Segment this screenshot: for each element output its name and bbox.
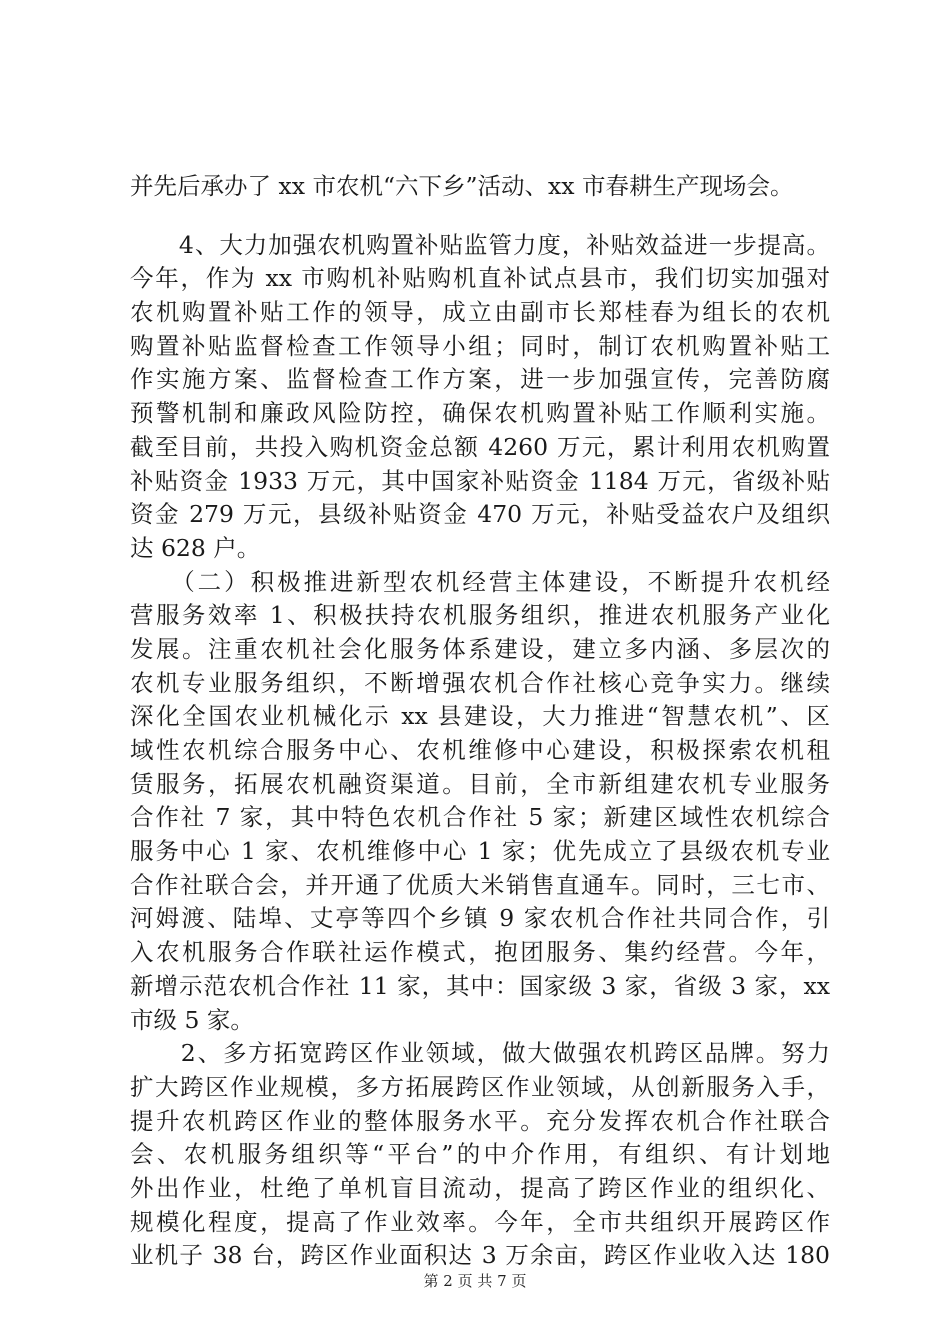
text-line: 4、大力加强农机购置补贴监管力度，补贴效益进一步提高。 (130, 230, 830, 259)
text-line: 深化全国农业机械化示 xx 县建设，大力推进“智慧农机”、区 (130, 702, 830, 731)
text-line: 提升农机跨区作业的整体服务水平。充分发挥农机合作社联合 (130, 1106, 830, 1135)
text-line: 今年，作为 xx 市购机补贴购机直补试点县市，我们切实加强对 (130, 264, 830, 293)
text-line: 业机子 38 台，跨区作业面积达 3 万余亩，跨区作业收入达 180 (130, 1241, 830, 1270)
page-number-footer: 第 2 页 共 7 页 (423, 1272, 527, 1290)
text-line: 入农机服务合作联社运作模式，抱团服务、集约经营。今年， (130, 938, 830, 967)
text-line: 新增示范农机合作社 11 家，其中：国家级 3 家，省级 3 家，xx (130, 971, 830, 1000)
text-line: 补贴资金 1933 万元，其中国家补贴资金 1184 万元，省级补贴 (130, 466, 830, 495)
text-line: 截至目前，共投入购机资金总额 4260 万元，累计利用农机购置 (130, 432, 830, 461)
text-line: 会、农机服务组织等“平台”的中介作用，有组织、有计划地 (130, 1140, 830, 1169)
text-line: 扩大跨区作业规模，多方拓展跨区作业领域，从创新服务入手， (130, 1072, 830, 1101)
text-line: 预警机制和廉政风险防控，确保农机购置补贴工作顺利实施。 (130, 399, 830, 428)
text-line: 合作社 7 家，其中特色农机合作社 5 家；新建区域性农机综合 (130, 803, 830, 832)
text-line: 规模化程度，提高了作业效率。今年，全市共组织开展跨区作 (130, 1207, 830, 1236)
text-line: 发展。注重农机社会化服务体系建设，建立多内涵、多层次的 (130, 634, 830, 663)
text-line: 资金 279 万元，县级补贴资金 470 万元，补贴受益农户及组织 (130, 500, 830, 529)
paragraph-gap (130, 204, 830, 229)
text-line: 2、多方拓宽跨区作业领域，做大做强农机跨区品牌。努力 (130, 1039, 830, 1068)
text-line: 购置补贴监督检查工作领导小组；同时，制订农机购置补贴工 (130, 331, 830, 360)
text-line: 市级 5 家。 (130, 1005, 254, 1034)
text-line: （二）积极推进新型农机经营主体建设，不断提升农机经 (130, 567, 830, 596)
document-body (130, 170, 830, 1273)
text-line: 并先后承办了 xx 市农机“六下乡”活动、xx 市春耕生产现场会。 (130, 172, 794, 200)
text-line: 合作社联合会，并开通了优质大米销售直通车。同时，三七市、 (130, 870, 830, 899)
text-line: 域性农机综合服务中心、农机维修中心建设，积极探索农机租 (130, 736, 830, 764)
text-line: 达 628 户。 (130, 533, 261, 562)
text-line: 农机购置补贴工作的领导，成立由副市长郑桂春为组长的农机 (130, 298, 830, 327)
text-line: 赁服务，拓展农机融资渠道。目前，全市新组建农机专业服务 (130, 769, 830, 798)
text-line: 营服务效率 1、积极扶持农机服务组织，推进农机服务产业化 (130, 601, 830, 630)
text-line: 外出作业，杜绝了单机盲目流动，提高了跨区作业的组织化、 (130, 1173, 830, 1202)
text-line: 河姆渡、陆埠、丈亭等四个乡镇 9 家农机合作社共同合作，引 (130, 904, 830, 933)
text-line: 作实施方案、监督检查工作方案，进一步加强宣传，完善防腐 (130, 365, 830, 394)
text-line: 服务中心 1 家、农机维修中心 1 家；优先成立了县级农机专业 (130, 837, 830, 866)
text-line: 农机专业服务组织，不断增强农机合作社核心竞争实力。继续 (130, 668, 830, 697)
